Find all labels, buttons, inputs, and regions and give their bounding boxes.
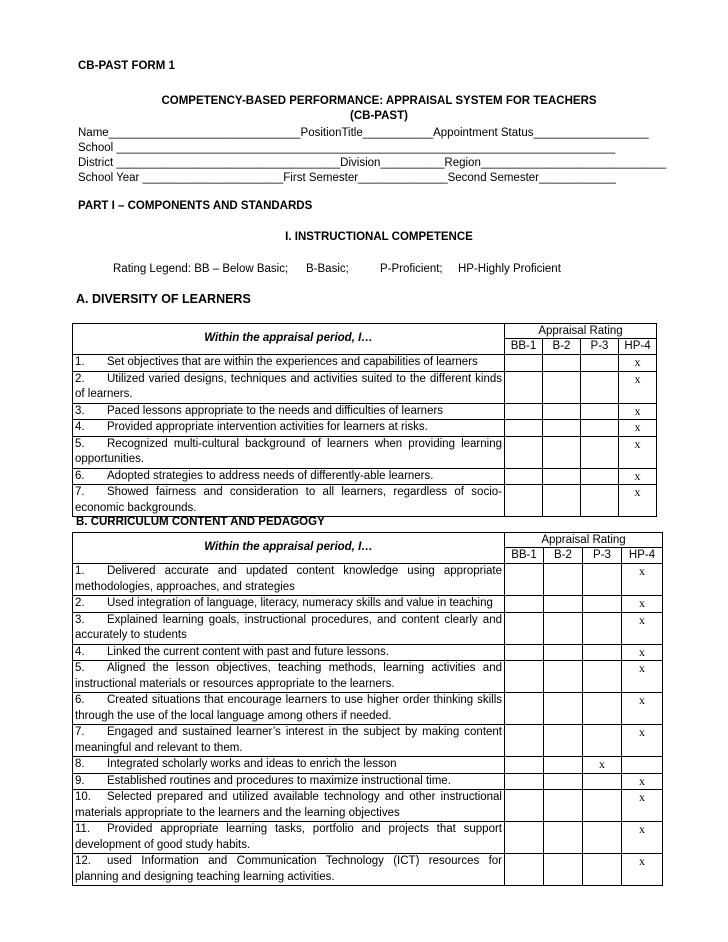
item-text: Linked the current content with past and future lessons. <box>107 645 389 658</box>
table-row <box>73 485 657 517</box>
competency-item <box>73 822 505 854</box>
competency-item <box>73 436 505 468</box>
rating-cell[interactable] <box>544 564 583 596</box>
legend-proficient: P-Proficient; <box>380 263 443 275</box>
rating-cell[interactable] <box>544 596 583 613</box>
item-number: 11. <box>75 823 91 835</box>
competency-item <box>73 612 505 644</box>
item-number: 3. <box>75 404 85 417</box>
rating-cell[interactable]: x <box>619 371 657 403</box>
competency-item <box>73 596 505 613</box>
column-hp-4: HP-4 <box>619 339 657 355</box>
rating-cell[interactable] <box>505 693 544 725</box>
table-row <box>73 693 663 725</box>
rating-cell[interactable] <box>581 468 619 485</box>
rating-cell[interactable] <box>581 485 619 517</box>
rating-cell[interactable]: x <box>619 485 657 517</box>
competency-item <box>73 564 505 596</box>
form-subtitle: (CB-PAST) <box>350 110 408 122</box>
item-text: Selected prepared and utilized available technology and other instructional materials appropriate to the learners and the learning objectives <box>75 791 502 819</box>
rating-cell[interactable] <box>505 420 543 437</box>
item-text: used Information and Communication Technology (ICT) resources for planning and designing teaching learning activities. <box>75 855 502 883</box>
rating-cell[interactable] <box>543 420 581 437</box>
table-row <box>73 757 663 774</box>
table-row <box>73 436 657 468</box>
column-hp-4: HP-4 <box>622 548 663 564</box>
item-number: 6. <box>75 469 85 482</box>
section-title: I. INSTRUCTIONAL COMPETENCE <box>285 231 473 243</box>
rating-cell[interactable] <box>505 596 544 613</box>
competency-item <box>73 725 505 757</box>
competency-item <box>73 468 505 485</box>
rating-cell[interactable] <box>583 693 622 725</box>
legend-below-basic: Rating Legend: BB – Below Basic; <box>113 263 289 275</box>
rating-cell[interactable] <box>583 854 622 886</box>
rating-cell[interactable] <box>543 436 581 468</box>
appraisal-rating-header: Appraisal Rating <box>505 324 657 339</box>
rating-cell[interactable] <box>581 371 619 403</box>
rating-cell[interactable] <box>505 773 544 790</box>
rating-cell[interactable]: x <box>622 773 663 790</box>
item-text: Adopted strategies to address needs of differently-able learners. <box>107 469 434 482</box>
column-b-2: B-2 <box>544 548 583 564</box>
column-bb-1: BB-1 <box>505 339 543 355</box>
item-number: 1. <box>75 565 85 577</box>
table-row <box>73 773 663 790</box>
item-text: Created situations that encourage learners to use higher order thinking skills through the use of the local language among others if needed. <box>75 694 502 722</box>
rating-cell[interactable] <box>581 403 619 420</box>
item-number: 1. <box>75 356 85 368</box>
rating-cell[interactable] <box>583 596 622 613</box>
competency-item <box>73 403 505 420</box>
rating-cell[interactable] <box>505 822 544 854</box>
rating-cell[interactable] <box>583 725 622 757</box>
column-p-3: P-3 <box>581 339 619 355</box>
item-text: Explained learning goals, instructional procedures, and content clearly and accurately to students <box>75 613 502 641</box>
rating-cell[interactable] <box>505 436 543 468</box>
competency-item <box>73 661 505 693</box>
rating-cell[interactable] <box>544 757 583 774</box>
rating-cell[interactable] <box>583 612 622 644</box>
table-row <box>73 644 663 661</box>
item-text: Provided appropriate intervention activities for learners at risks. <box>107 421 428 433</box>
rating-cell[interactable] <box>505 371 543 403</box>
item-number: 8. <box>75 758 85 770</box>
rating-cell[interactable]: x <box>622 822 663 854</box>
rating-cell[interactable] <box>543 485 581 517</box>
rating-cell[interactable] <box>581 355 619 372</box>
competency-item <box>73 371 505 403</box>
item-text: Set objectives that are within the experiences and capabilities of learners <box>107 356 478 368</box>
item-number: 7. <box>75 486 85 498</box>
column-b-2: B-2 <box>543 339 581 355</box>
item-number: 10. <box>75 791 91 803</box>
competency-item <box>73 790 505 822</box>
rating-cell[interactable] <box>583 564 622 596</box>
rating-cell[interactable]: x <box>619 468 657 485</box>
appraisal-rating-header: Appraisal Rating <box>505 533 663 548</box>
table-row <box>73 725 663 757</box>
item-number: 6. <box>75 694 85 706</box>
rating-cell[interactable]: x <box>622 725 663 757</box>
competency-item <box>73 355 505 372</box>
rating-cell[interactable] <box>581 436 619 468</box>
rating-cell[interactable]: x <box>622 661 663 693</box>
item-text: Integrated scholarly works and ideas to enrich the lesson <box>107 758 397 770</box>
name-position-field[interactable]: Name______________________________PositionTitle___________Appointment Status__________________ <box>78 127 649 139</box>
rating-cell[interactable]: x <box>619 436 657 468</box>
rating-cell[interactable] <box>505 790 544 822</box>
rating-cell[interactable] <box>505 644 544 661</box>
table-row <box>73 661 663 693</box>
competency-item <box>73 485 505 517</box>
item-number: 4. <box>75 421 85 433</box>
item-text: Paced lessons appropriate to the needs and difficulties of learners <box>107 404 444 417</box>
rating-cell[interactable] <box>544 790 583 822</box>
table-row <box>73 596 663 613</box>
item-text: Used integration of language, literacy, numeracy skills and value in teaching <box>107 597 493 609</box>
table-a-header: Within the appraisal period, I… <box>73 324 505 355</box>
diversity-of-learners-table <box>72 323 657 517</box>
district-division-region-field[interactable]: District ___________________________________Division__________Region_____________________________ <box>78 157 667 169</box>
item-text: Recognized multi-cultural background of learners when providing learning opportunities. <box>75 437 502 465</box>
item-text: Established routines and procedures to maximize instructional time. <box>107 774 451 787</box>
legend-highly-proficient: HP-Highly Proficient <box>458 263 561 275</box>
table-row <box>73 612 663 644</box>
rating-cell[interactable] <box>583 773 622 790</box>
item-text: Utilized varied designs, techniques and activities suited to the different kinds of learners. <box>75 372 502 400</box>
rating-cell[interactable] <box>544 644 583 661</box>
table-b-header: Within the appraisal period, I… <box>73 533 505 564</box>
rating-cell[interactable]: x <box>622 612 663 644</box>
rating-cell[interactable] <box>544 612 583 644</box>
form-code: CB-PAST FORM 1 <box>78 60 175 72</box>
item-text: Aligned the lesson objectives, teaching methods, learning activities and instructional materials or resources appropriate to the learners. <box>75 662 502 690</box>
curriculum-content-table <box>72 532 663 886</box>
competency-item <box>73 693 505 725</box>
item-number: 12. <box>75 855 91 867</box>
item-number: 5. <box>75 662 85 674</box>
section-b-title: B. CURRICULUM CONTENT AND PEDAGOGY <box>76 516 325 528</box>
item-text: Showed fairness and consideration to all learners, regardless of socio-economic backgrounds. <box>75 486 502 514</box>
rating-cell[interactable]: x <box>619 403 657 420</box>
form-title: COMPETENCY-BASED PERFORMANCE: APPRAISAL SYSTEM FOR TEACHERS <box>161 95 597 107</box>
item-number: 9. <box>75 774 85 787</box>
rating-cell[interactable] <box>543 403 581 420</box>
competency-item <box>73 420 505 437</box>
rating-cell[interactable] <box>583 644 622 661</box>
table-row <box>73 371 657 403</box>
rating-cell[interactable] <box>505 468 543 485</box>
table-row <box>73 790 663 822</box>
part-title: PART I – COMPONENTS AND STANDARDS <box>78 200 313 212</box>
rating-cell[interactable]: x <box>619 420 657 437</box>
rating-cell[interactable] <box>505 725 544 757</box>
rating-cell[interactable] <box>505 757 544 774</box>
rating-cell[interactable]: x <box>622 644 663 661</box>
rating-cell[interactable] <box>544 693 583 725</box>
table-row <box>73 468 657 485</box>
rating-cell[interactable] <box>581 420 619 437</box>
rating-cell[interactable]: x <box>622 564 663 596</box>
school-field[interactable]: School ______________________________________________________________________________ <box>78 142 616 154</box>
competency-item <box>73 773 505 790</box>
column-bb-1: BB-1 <box>505 548 544 564</box>
rating-cell[interactable] <box>544 725 583 757</box>
table-row <box>73 564 663 596</box>
rating-cell[interactable]: x <box>619 355 657 372</box>
rating-cell[interactable] <box>583 661 622 693</box>
item-number: 5. <box>75 437 85 450</box>
legend-basic: B-Basic; <box>306 263 349 275</box>
rating-cell[interactable] <box>505 854 544 886</box>
item-number: 2. <box>75 372 85 385</box>
table-row <box>73 854 663 886</box>
table-row <box>73 822 663 854</box>
rating-cell[interactable] <box>543 468 581 485</box>
table-row <box>73 355 657 372</box>
rating-cell[interactable] <box>544 822 583 854</box>
rating-cell[interactable] <box>505 612 544 644</box>
item-text: Engaged and sustained learner’s interest in the subject by making content meaningful and relevant to them. <box>75 726 502 754</box>
school-year-semester-field[interactable]: School Year ______________________First Semester______________Second Semester____________ <box>78 172 616 184</box>
competency-item <box>73 854 505 886</box>
section-a-title: A. DIVERSITY OF LEARNERS <box>76 292 251 306</box>
competency-item <box>73 757 505 774</box>
rating-cell[interactable] <box>544 661 583 693</box>
rating-cell[interactable]: x <box>622 854 663 886</box>
rating-cell[interactable] <box>583 822 622 854</box>
item-number: 3. <box>75 613 85 626</box>
rating-cell[interactable] <box>505 355 543 372</box>
rating-cell[interactable]: x <box>622 596 663 613</box>
rating-cell[interactable] <box>505 485 543 517</box>
rating-cell[interactable] <box>622 757 663 774</box>
item-text: Delivered accurate and updated content knowledge using appropriate methodologies, approaches, and strategies <box>75 565 502 593</box>
item-number: 4. <box>75 645 85 658</box>
column-p-3: P-3 <box>583 548 622 564</box>
item-text: Provided appropriate learning tasks, portfolio and projects that support development of good study habits. <box>75 823 502 851</box>
rating-cell[interactable] <box>543 371 581 403</box>
item-number: 7. <box>75 726 85 738</box>
rating-cell[interactable] <box>583 790 622 822</box>
rating-cell[interactable]: x <box>622 790 663 822</box>
table-row <box>73 420 657 437</box>
rating-cell[interactable] <box>505 661 544 693</box>
rating-cell[interactable] <box>544 773 583 790</box>
rating-cell[interactable]: x <box>622 693 663 725</box>
item-number: 2. <box>75 597 85 609</box>
rating-cell[interactable] <box>544 854 583 886</box>
rating-cell[interactable] <box>543 355 581 372</box>
rating-cell[interactable] <box>505 403 543 420</box>
rating-cell[interactable]: x <box>583 757 622 774</box>
table-row <box>73 403 657 420</box>
competency-item <box>73 644 505 661</box>
rating-cell[interactable] <box>505 564 544 596</box>
